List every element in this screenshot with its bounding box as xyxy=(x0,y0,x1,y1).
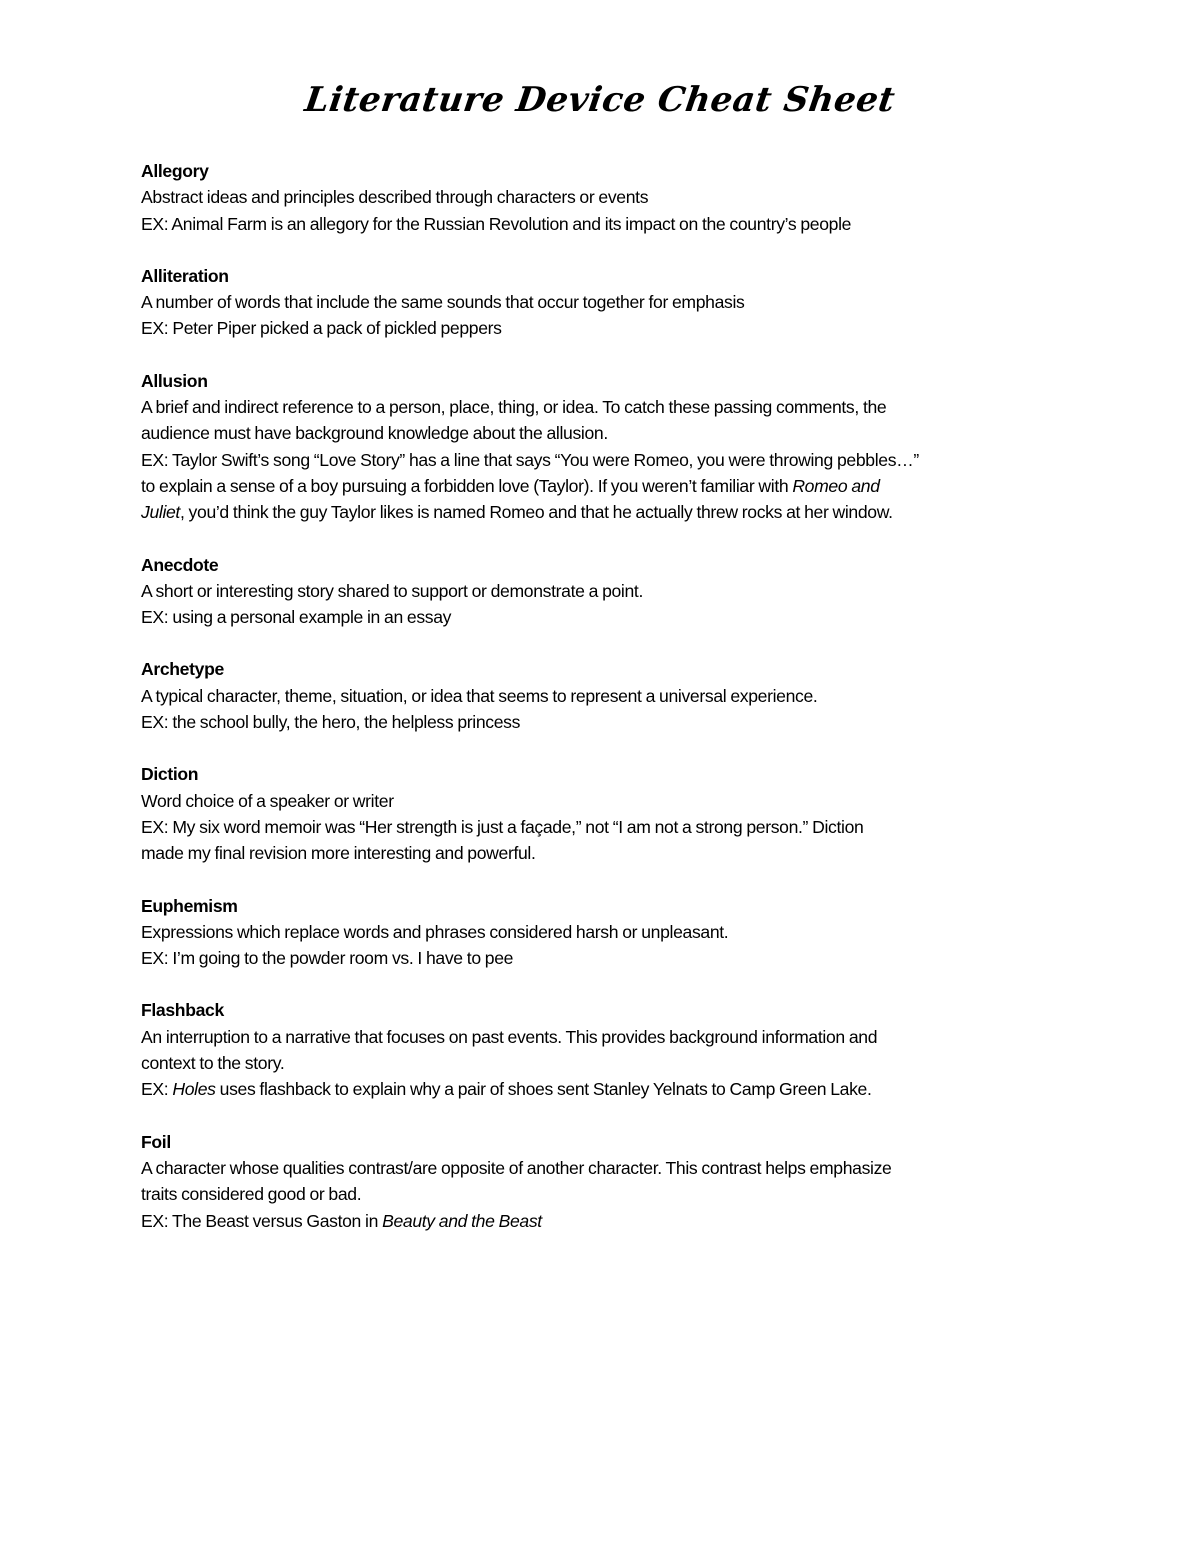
definition: A short or interesting story shared to support or demonstrate a point. xyxy=(141,580,644,601)
entry-foil xyxy=(141,1129,1061,1234)
term-heading: Flashback xyxy=(141,1000,224,1021)
example: EX: using a personal example in an essay xyxy=(141,607,452,628)
entry-anecdote xyxy=(141,552,1061,631)
device-list xyxy=(141,158,1061,1260)
term-heading: Alliteration xyxy=(141,265,229,286)
entry-allegory xyxy=(141,158,1061,237)
example-prefix: EX: The Beast versus Gaston in xyxy=(141,1210,383,1231)
work-title-italic: Romeo and xyxy=(792,475,880,496)
definition-line-1: A character whose qualities contrast/are opposite of another character. This contrast helps emphasize xyxy=(141,1157,892,1178)
example: EX: Animal Farm is an allegory for the Russian Revolution and its impact on the country’s people xyxy=(141,213,852,234)
entry-alliteration xyxy=(141,263,1061,342)
entry-diction xyxy=(141,761,1061,866)
example-text: to explain a sense of a boy pursuing a forbidden love (Taylor). If you weren’t familiar with xyxy=(141,475,793,496)
example-line-2 xyxy=(141,473,1061,499)
example-line-3 xyxy=(141,499,1061,525)
definition: Expressions which replace words and phrases considered harsh or unpleasant. xyxy=(141,921,729,942)
example-prefix: EX: xyxy=(141,1079,173,1100)
definition: A typical character, theme, situation, or idea that seems to represent a universal experience. xyxy=(141,685,818,706)
definition: Word choice of a speaker or writer xyxy=(141,790,394,811)
term-heading: Anecdote xyxy=(141,554,219,575)
term-heading: Allegory xyxy=(141,161,209,181)
work-title-italic: Juliet xyxy=(141,502,180,523)
example-line-1: EX: Taylor Swift’s song “Love Story” has a line that says “You were Romeo, you were throwing pebbles…” xyxy=(141,449,919,470)
definition: Abstract ideas and principles described through characters or events xyxy=(141,187,649,208)
term-heading: Allusion xyxy=(141,370,208,391)
term-heading: Diction xyxy=(141,764,199,785)
example-line-2: made my final revision more interesting and powerful. xyxy=(141,843,536,864)
example: EX: the school bully, the hero, the helpless princess xyxy=(141,712,521,733)
term-heading: Foil xyxy=(141,1131,171,1152)
example xyxy=(141,1076,1061,1102)
page-title: Literature Device Cheat Sheet xyxy=(302,80,898,120)
entry-archetype xyxy=(141,656,1061,735)
definition-line-2: context to the story. xyxy=(141,1053,285,1074)
entry-euphemism xyxy=(141,893,1061,972)
definition-line-1: A brief and indirect reference to a person, place, thing, or idea. To catch these passing comments, the xyxy=(141,397,887,418)
definition: A number of words that include the same sounds that occur together for emphasis xyxy=(141,292,745,313)
work-title-italic: Holes xyxy=(172,1079,216,1100)
work-title-italic: Beauty and the Beast xyxy=(382,1210,542,1231)
term-heading: Archetype xyxy=(141,659,224,680)
example-text: , you’d think the guy Taylor likes is named Romeo and that he actually threw rocks at her window. xyxy=(179,502,893,523)
example xyxy=(141,1208,1061,1234)
definition-line-1: An interruption to a narrative that focuses on past events. This provides background information and xyxy=(141,1026,878,1047)
definition-line-2: audience must have background knowledge about the allusion. xyxy=(141,423,608,444)
definition-line-2: traits considered good or bad. xyxy=(141,1184,362,1205)
example: EX: I’m going to the powder room vs. I have to pee xyxy=(141,948,514,969)
example-text: uses flashback to explain why a pair of shoes sent Stanley Yelnats to Camp Green Lake. xyxy=(215,1079,872,1100)
entry-flashback xyxy=(141,997,1061,1102)
example: EX: Peter Piper picked a pack of pickled peppers xyxy=(141,318,502,339)
entry-allusion xyxy=(141,368,1061,526)
example-line-1: EX: My six word memoir was “Her strength is just a façade,” not “I am not a strong person.” Diction xyxy=(141,816,864,837)
term-heading: Euphemism xyxy=(141,895,238,916)
